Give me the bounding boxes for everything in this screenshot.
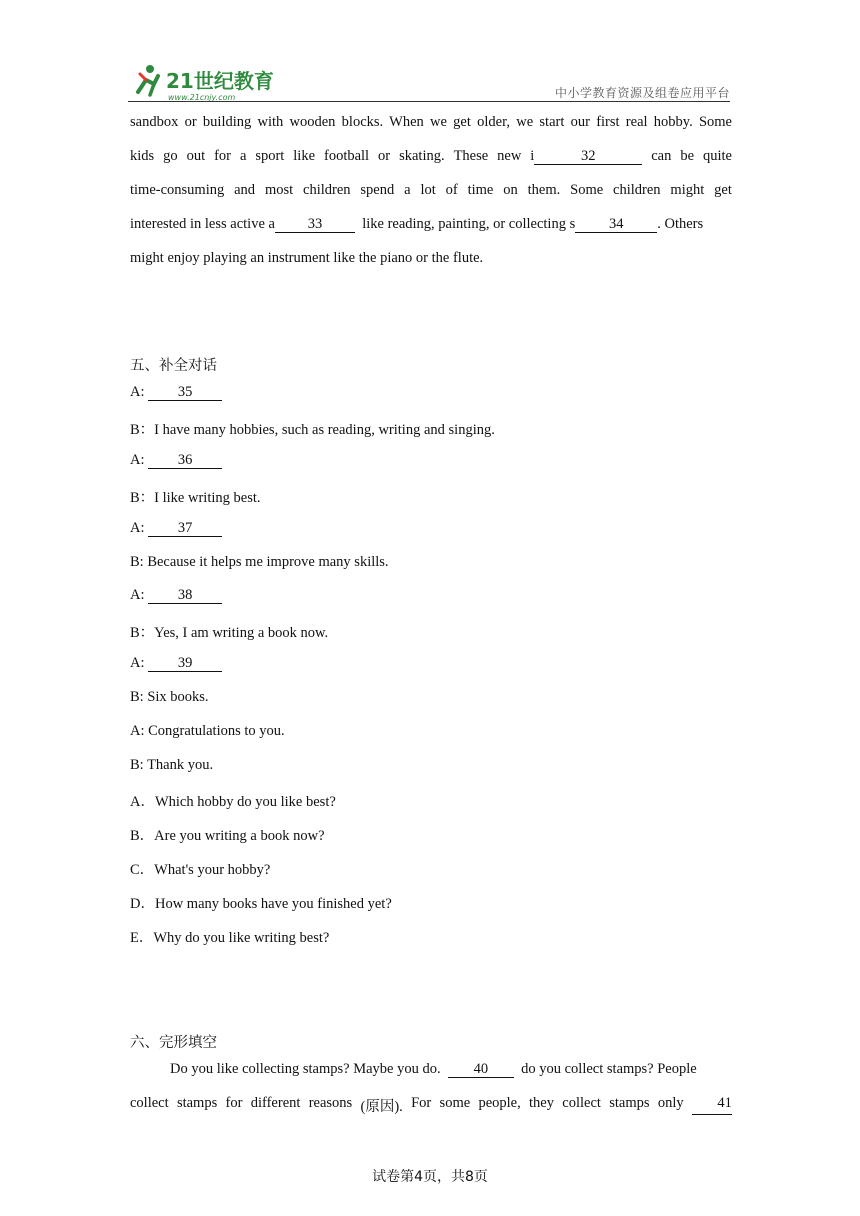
word: sport <box>255 148 285 164</box>
word: like <box>293 148 316 164</box>
word: collect <box>562 1095 601 1111</box>
word: stamps <box>176 1095 218 1111</box>
page-footer: 试卷第4页，共8页 <box>372 1169 488 1185</box>
dialogue-line: B：I like writing best. <box>130 490 261 506</box>
word: (原因). <box>360 1099 403 1115</box>
word: skating. <box>399 148 445 164</box>
word: them. <box>527 182 561 198</box>
speaker: A: <box>130 452 145 468</box>
blank-33[interactable]: 33 <box>275 216 355 233</box>
blank-35[interactable]: 35 <box>148 384 222 401</box>
word: stamps <box>609 1095 650 1111</box>
word: might <box>670 182 705 198</box>
dialogue-line: B: Six books. <box>130 689 209 705</box>
word: children <box>613 182 661 198</box>
option-d: D．How many books have you finished yet? <box>130 896 392 912</box>
dialogue-line <box>130 452 222 469</box>
dialogue-line: A: Congratulations to you. <box>130 723 285 739</box>
word: and <box>234 182 256 198</box>
dialogue-line <box>130 520 222 537</box>
speaker: A: <box>130 520 145 536</box>
header-divider <box>128 101 730 102</box>
passage-text: interested in less active a <box>130 216 275 232</box>
blank-32-group <box>530 148 642 168</box>
passage-line-2 <box>130 148 732 168</box>
cloze-text: do you collect stamps? People <box>521 1061 697 1077</box>
option-a: A．Which hobby do you like best? <box>130 794 336 810</box>
passage-line-3 <box>130 182 732 202</box>
word: for <box>214 148 231 164</box>
word: be <box>680 148 695 164</box>
word: they <box>529 1095 554 1111</box>
word: out <box>186 148 206 164</box>
svg-text:21世纪教育: 21世纪教育 <box>166 69 274 93</box>
word: some <box>439 1095 471 1111</box>
cloze-text: Do you like collecting stamps? Maybe you do. <box>170 1061 441 1077</box>
blank-40[interactable]: 40 <box>448 1061 514 1078</box>
speaker: A: <box>130 587 145 603</box>
dialogue-line: B: Thank you. <box>130 757 214 773</box>
option-c: C．What's your hobby? <box>130 862 271 878</box>
option-e: E．Why do you like writing best? <box>130 930 330 946</box>
word: kids <box>130 148 155 164</box>
word: new <box>497 148 522 164</box>
word: for <box>225 1095 243 1111</box>
blank-32[interactable]: 32 <box>534 148 642 165</box>
dialogue-line: B：I have many hobbies, such as reading, writing and singing. <box>130 422 495 438</box>
svg-text:www.21cnjy.com: www.21cnjy.com <box>168 93 236 102</box>
dialogue-line <box>130 587 222 604</box>
dialogue-line: B：Yes, I am writing a book now. <box>130 625 329 641</box>
word: These <box>453 148 489 164</box>
word: of <box>445 182 458 198</box>
word: collect <box>130 1095 169 1111</box>
blank-37[interactable]: 37 <box>148 520 222 537</box>
blank-34[interactable]: 34 <box>575 216 657 233</box>
cloze-line-2 <box>130 1095 732 1115</box>
word: Some <box>570 182 604 198</box>
blank-36[interactable]: 36 <box>148 452 222 469</box>
passage-text: like reading, painting, or collecting s <box>362 216 576 232</box>
passage-line-4 <box>130 216 732 236</box>
word: quite <box>702 148 732 164</box>
platform-name: 中小学教育资源及组卷应用平台 <box>554 86 730 100</box>
section-title-cloze: 六、完形填空 <box>130 1035 217 1051</box>
speaker: A: <box>130 655 145 671</box>
dialogue-line: B: Because it helps me improve many skills. <box>130 554 389 570</box>
word: spend <box>360 182 395 198</box>
word: children <box>303 182 351 198</box>
passage-line-1-text: sandbox or building with wooden blocks. When we get older, we start our first real hobby. Some <box>130 114 732 130</box>
speaker: A: <box>130 384 145 400</box>
word: people, <box>478 1095 521 1111</box>
blank-prefix: i <box>530 148 535 164</box>
word: a <box>239 148 247 164</box>
dialogue-line <box>130 655 222 672</box>
word: time-consuming <box>130 182 225 198</box>
blank-38[interactable]: 38 <box>148 587 222 604</box>
word: get <box>714 182 732 198</box>
word: or <box>378 148 391 164</box>
word: can <box>651 148 672 164</box>
word: go <box>163 148 178 164</box>
blank-41[interactable]: 41 <box>692 1095 732 1115</box>
section-title-dialogue: 五、补全对话 <box>130 358 217 374</box>
passage-line-5: might enjoy playing an instrument like the piano or the flute. <box>130 250 484 266</box>
option-b: B．Are you writing a book now? <box>130 828 325 844</box>
word: most <box>264 182 294 198</box>
cloze-line-1 <box>130 1061 732 1081</box>
passage-line-1 <box>130 114 732 134</box>
word: a <box>404 182 411 198</box>
dialogue-line <box>130 384 222 401</box>
word: lot <box>420 182 436 198</box>
passage-text: . Others <box>657 216 704 232</box>
blank-39[interactable]: 39 <box>148 655 222 672</box>
word: time <box>467 182 494 198</box>
word: on <box>503 182 518 198</box>
page-header <box>128 60 730 102</box>
word: reasons <box>308 1095 353 1111</box>
word: football <box>323 148 370 164</box>
logo-21cnjy <box>128 62 288 102</box>
word: only <box>657 1095 684 1111</box>
word: For <box>411 1095 432 1111</box>
word: different <box>250 1095 301 1111</box>
